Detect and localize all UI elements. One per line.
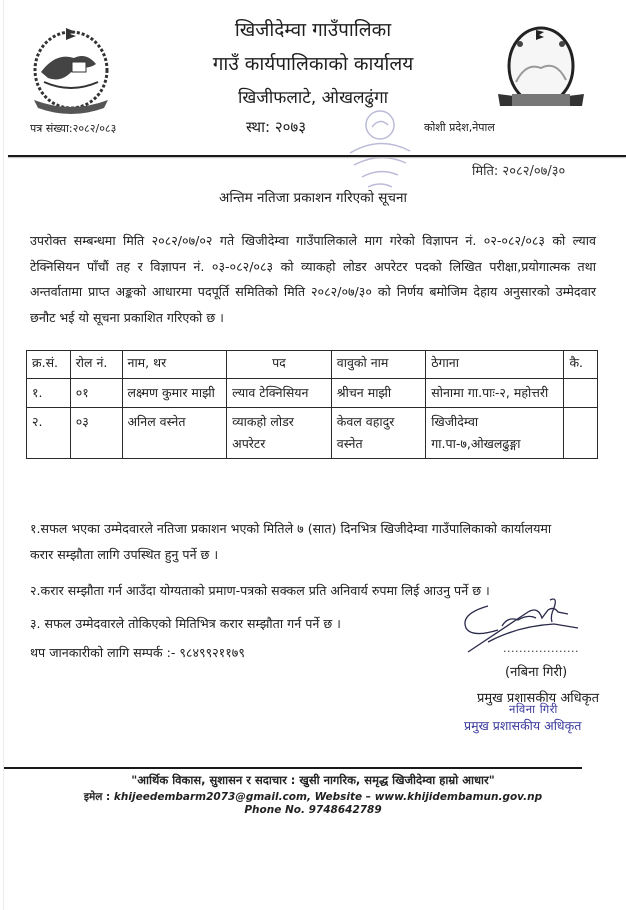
note-2: २.करार सम्झौता गर्न आउँदा योग्यताको प्रमाण-पत्रको सक्कल प्रति अनिवार्य रुपमा लिई आउनु पर्ने छ । — [30, 583, 490, 598]
cell-address: सोनामा गा.पाः-२, महोत्तरी — [426, 379, 564, 408]
email-label: इमेल : — [83, 791, 111, 803]
reference-number: पत्र संख्या:२०८२/०८३ — [30, 122, 117, 135]
signatory-title: प्रमुख प्रशासकीय अधिकृत — [477, 691, 600, 706]
table-row — [27, 408, 598, 459]
contact-info: थप जानकारीको लागि सम्पर्क :- ९८४९९२११७९ — [30, 645, 245, 660]
cell-father-name: श्रीचन माझी — [331, 379, 425, 408]
signatory-name: (नबिना गिरी) — [505, 665, 568, 680]
cell-post: ल्याव टेक्निसियन — [227, 379, 332, 408]
note-1: १.सफल भएका उम्मेदवारले नतिजा प्रकाशन भएको मितिले ७ (सात) दिनभित्र खिजीदेम्वा गाउँपालिकाको कार्यालयमा करार सम्झौता लागि उपस्थित हुनु पर्ने छ । — [30, 521, 552, 562]
col-name: नाम, थर — [122, 351, 227, 379]
footer-divider — [4, 767, 582, 769]
stamp-name: नविना गिरी — [509, 702, 558, 716]
cell-remarks — [564, 408, 598, 459]
notice-body: उपरोक्त सम्बन्धमा मिति २०८२/०७/०२ गते खिजीदेम्वा गाउँपालिकाले माग गरेको विज्ञापन नं. ०२-०८२/०८३ को ल्याव टेक्निसियन पाँचौं तह र विज्ञापन नं. ०३-०८२/०८३ को व्याकहो लोडर अपरेटर पदको लिखित परीक्षा,प्रयोगात्मक तथा अन्तर्वातामा प्राप्त अङ्कको आधारमा पदपूर्ति समितिको मिति २०८२/०७/३० को निर्णय बमोजिम देहाय अनुसारको उम्मेदवार छनौट भई यो सूचना प्रकाशित गरिएको छ । — [30, 233, 596, 325]
website-label: Website – — [314, 791, 372, 803]
cell-roll: ०१ — [70, 379, 122, 408]
cell-roll: ०३ — [70, 408, 122, 459]
letter-date: मिति: २०८२/०७/३० — [472, 164, 566, 179]
signature-line: ................... — [503, 642, 579, 655]
cell-address: खिजीदेम्वा गा.पा-७,ओखलढुङ्गा — [426, 408, 564, 459]
email-link[interactable]: khijeedembarm2073@gmail.com, — [113, 791, 311, 803]
table-header-row — [27, 351, 598, 379]
col-address: ठेगाना — [426, 351, 564, 379]
col-remarks: कै. — [564, 351, 598, 379]
table-row — [27, 379, 598, 408]
notice-title: अन्तिम नतिजा प्रकाशन गरिएको सूचना — [219, 190, 407, 206]
cell-post: व्याकहो लोडर अपरेटर — [227, 408, 332, 459]
col-father-name: वावुको नाम — [331, 351, 425, 379]
website-link[interactable]: www.khijidembamun.gov.np — [374, 791, 543, 803]
col-serial: क्र.सं. — [27, 351, 71, 379]
cell-serial: २. — [27, 408, 71, 459]
office-name: गाउँ कार्यपालिकाको कार्यालय — [212, 53, 414, 75]
cell-serial: १. — [27, 379, 71, 408]
cell-name: लक्ष्मण कुमार माझी — [122, 379, 227, 408]
col-roll: रोल नं. — [70, 351, 122, 379]
footer-contact-line — [0, 790, 626, 804]
header-divider — [8, 155, 626, 157]
cell-father-name: केवल वहादुर वस्नेत — [331, 408, 425, 459]
note-3: ३. सफल उम्मेदवारले तोकिएको मितिभित्र करार सम्झौता गर्न पर्ने छ । — [30, 616, 341, 631]
results-table — [26, 350, 598, 459]
footer-slogan: "आर्थिक विकास, सुशासन र सदाचार : खुसी नागरिक, समृद्ध खिजीदेम्वा हाम्रो आधार" — [131, 773, 495, 787]
province-label: कोशी प्रदेश,नेपाल — [424, 121, 495, 134]
established-year: स्था: २०७३ — [246, 118, 307, 136]
col-post: पद — [227, 351, 332, 379]
footer-phone: Phone No. 9748642789 — [244, 804, 382, 816]
cell-remarks — [564, 379, 598, 408]
office-address: खिजीफलाटे, ओखलढुंगा — [237, 88, 389, 108]
office-seal-stamp — [340, 103, 420, 193]
municipality-name: खिजीदेम्वा गाउँपालिका — [234, 19, 392, 41]
cell-name: अनिल वस्नेत — [122, 408, 227, 459]
stamp-title: प्रमुख प्रशासकीय अधिकृत — [464, 718, 582, 733]
